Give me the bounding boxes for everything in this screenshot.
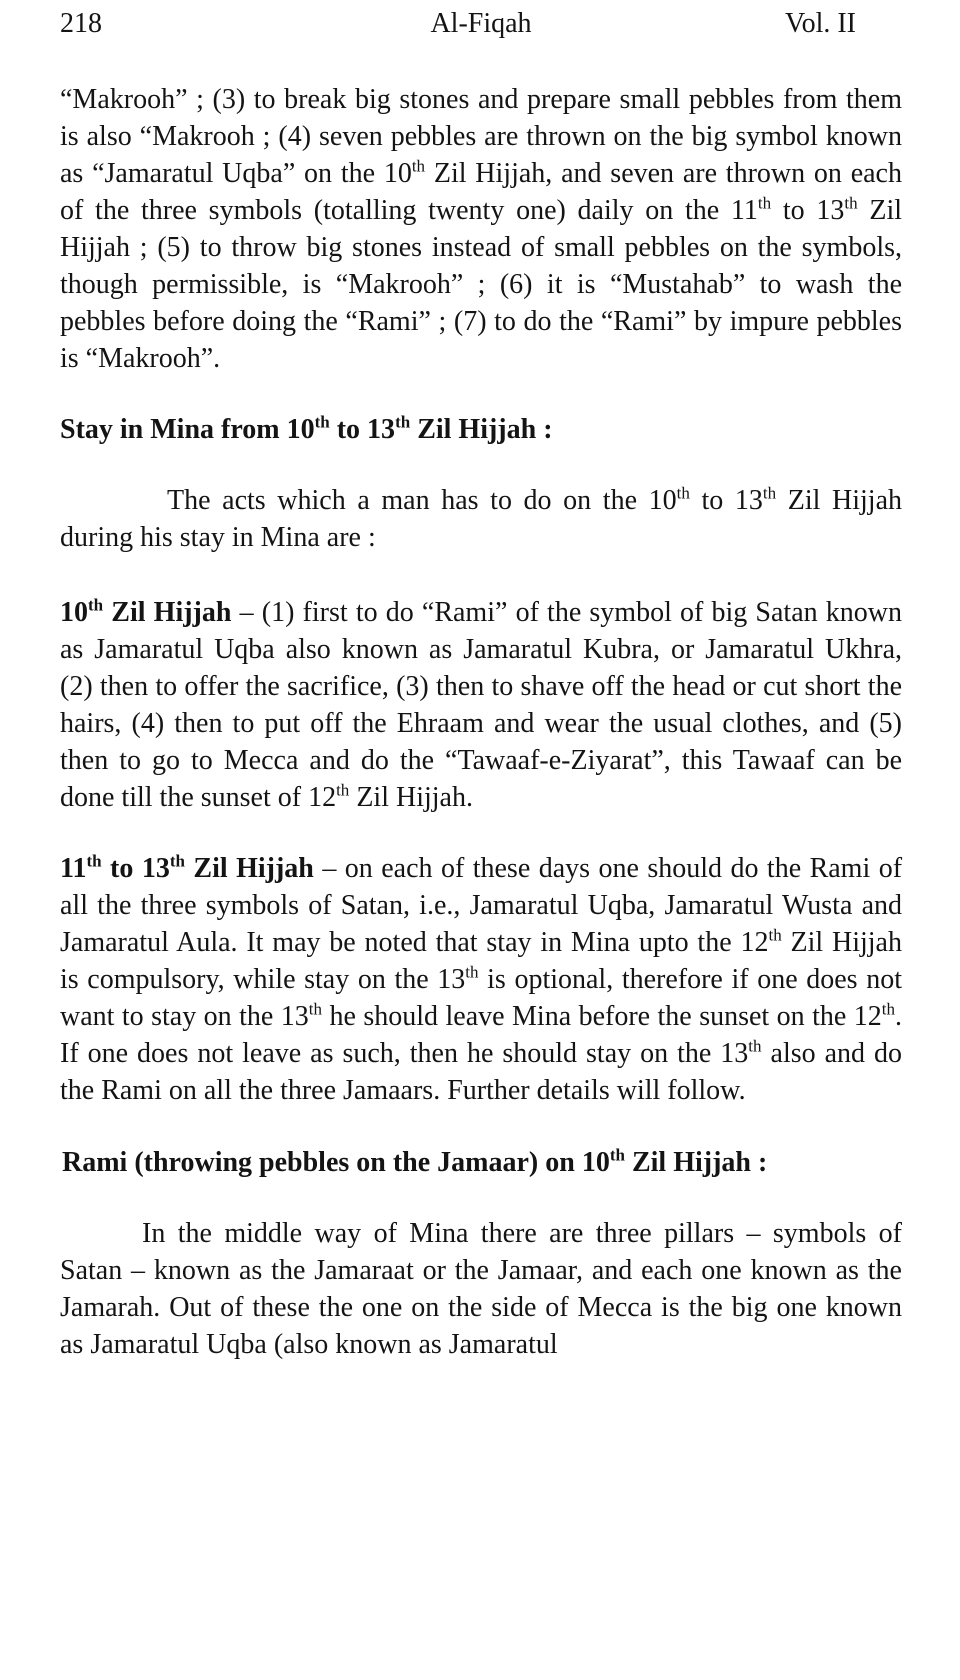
volume-label: Vol. II <box>784 8 856 39</box>
bold-lead-tenth: 10th Zil Hijjah <box>60 595 232 628</box>
paragraph-intro: The acts which a man has to do on the 10th to 13th Zil Hijjah during his stay in Mina are : <box>60 483 903 553</box>
page-number: 218 <box>60 8 102 39</box>
heading-rami-tenth: Rami (throwing pebbles on the Jamaar) on 10th Zil Hijjah : <box>62 1145 768 1178</box>
heading-stay-in-mina: Stay in Mina from 10th to 13th Zil Hijjah : <box>60 412 553 445</box>
paragraph-middle-way-of-mina: In the middle way of Mina there are three pillars – symbols of Satan – known as the Jamaraat or the Jamaar, and each one known as the Jamarah. Out of these the one on the side of Mecca is the big one known as Jamaratul Uqba (also known as Jamaratul <box>60 1218 902 1360</box>
running-header <box>60 6 902 46</box>
bold-lead-eleventh: 11th to 13th Zil Hijjah <box>60 851 314 884</box>
paragraph-continuation: “Makrooh” ; (3) to break big stones and prepare small pebbles from them is also “Makrooh ; (4) seven pebbles are thrown on the big symbol known as “Jamaratul Uqba” on the 10th Zil Hijjah, and seven are thrown on each of the three symbols (totalling twenty one) daily on the 11th to 13th Zil Hijjah ; (5) to throw big stones instead of small pebbles on the symbols, though permissible, is “Makrooh” ; (6) it is “Mustahab” to wash the pebbles before doing the “Rami” ; (7) to do the “Rami” by impure pebbles is “Makrooh”. <box>60 84 902 374</box>
paragraph-eleventh-to-thirteenth: 11th to 13th Zil Hijjah – on each of these days one should do the Rami of all the three symbols of Satan, i.e., Jamaratul Uqba, Jamaratul Wusta and Jamaratul Aula. It may be noted that stay in Mina upto the 12th Zil Hijjah is compulsory, while stay on the 13th is optional, therefore if one does not want to stay on the 13th he should leave Mina before the sunset on the 12th. If one does not leave as such, then he should stay on the 13th also and do the Rami on all the three Jamaars. Further details will follow. <box>60 851 903 1106</box>
book-title: Al-Fiqah <box>430 8 532 39</box>
document-page <box>60 0 902 1363</box>
paragraph-tenth-zil-hijjah: 10th Zil Hijjah – (1) first to do “Rami” of the symbol of big Satan known as Jamaratul Uqba also known as Jamaratul Kubra, or Jamaratul Ukhra, (2) then to offer the sacrifice, (3) then to shave off the head or cut short the hairs, (4) then to put off the Ehraam and wear the usual clothes, and (5) then to go to Mecca and do the “Tawaaf-e-Ziyarat”, this Tawaaf can be done till the sunset of 12th Zil Hijjah. <box>60 595 902 813</box>
